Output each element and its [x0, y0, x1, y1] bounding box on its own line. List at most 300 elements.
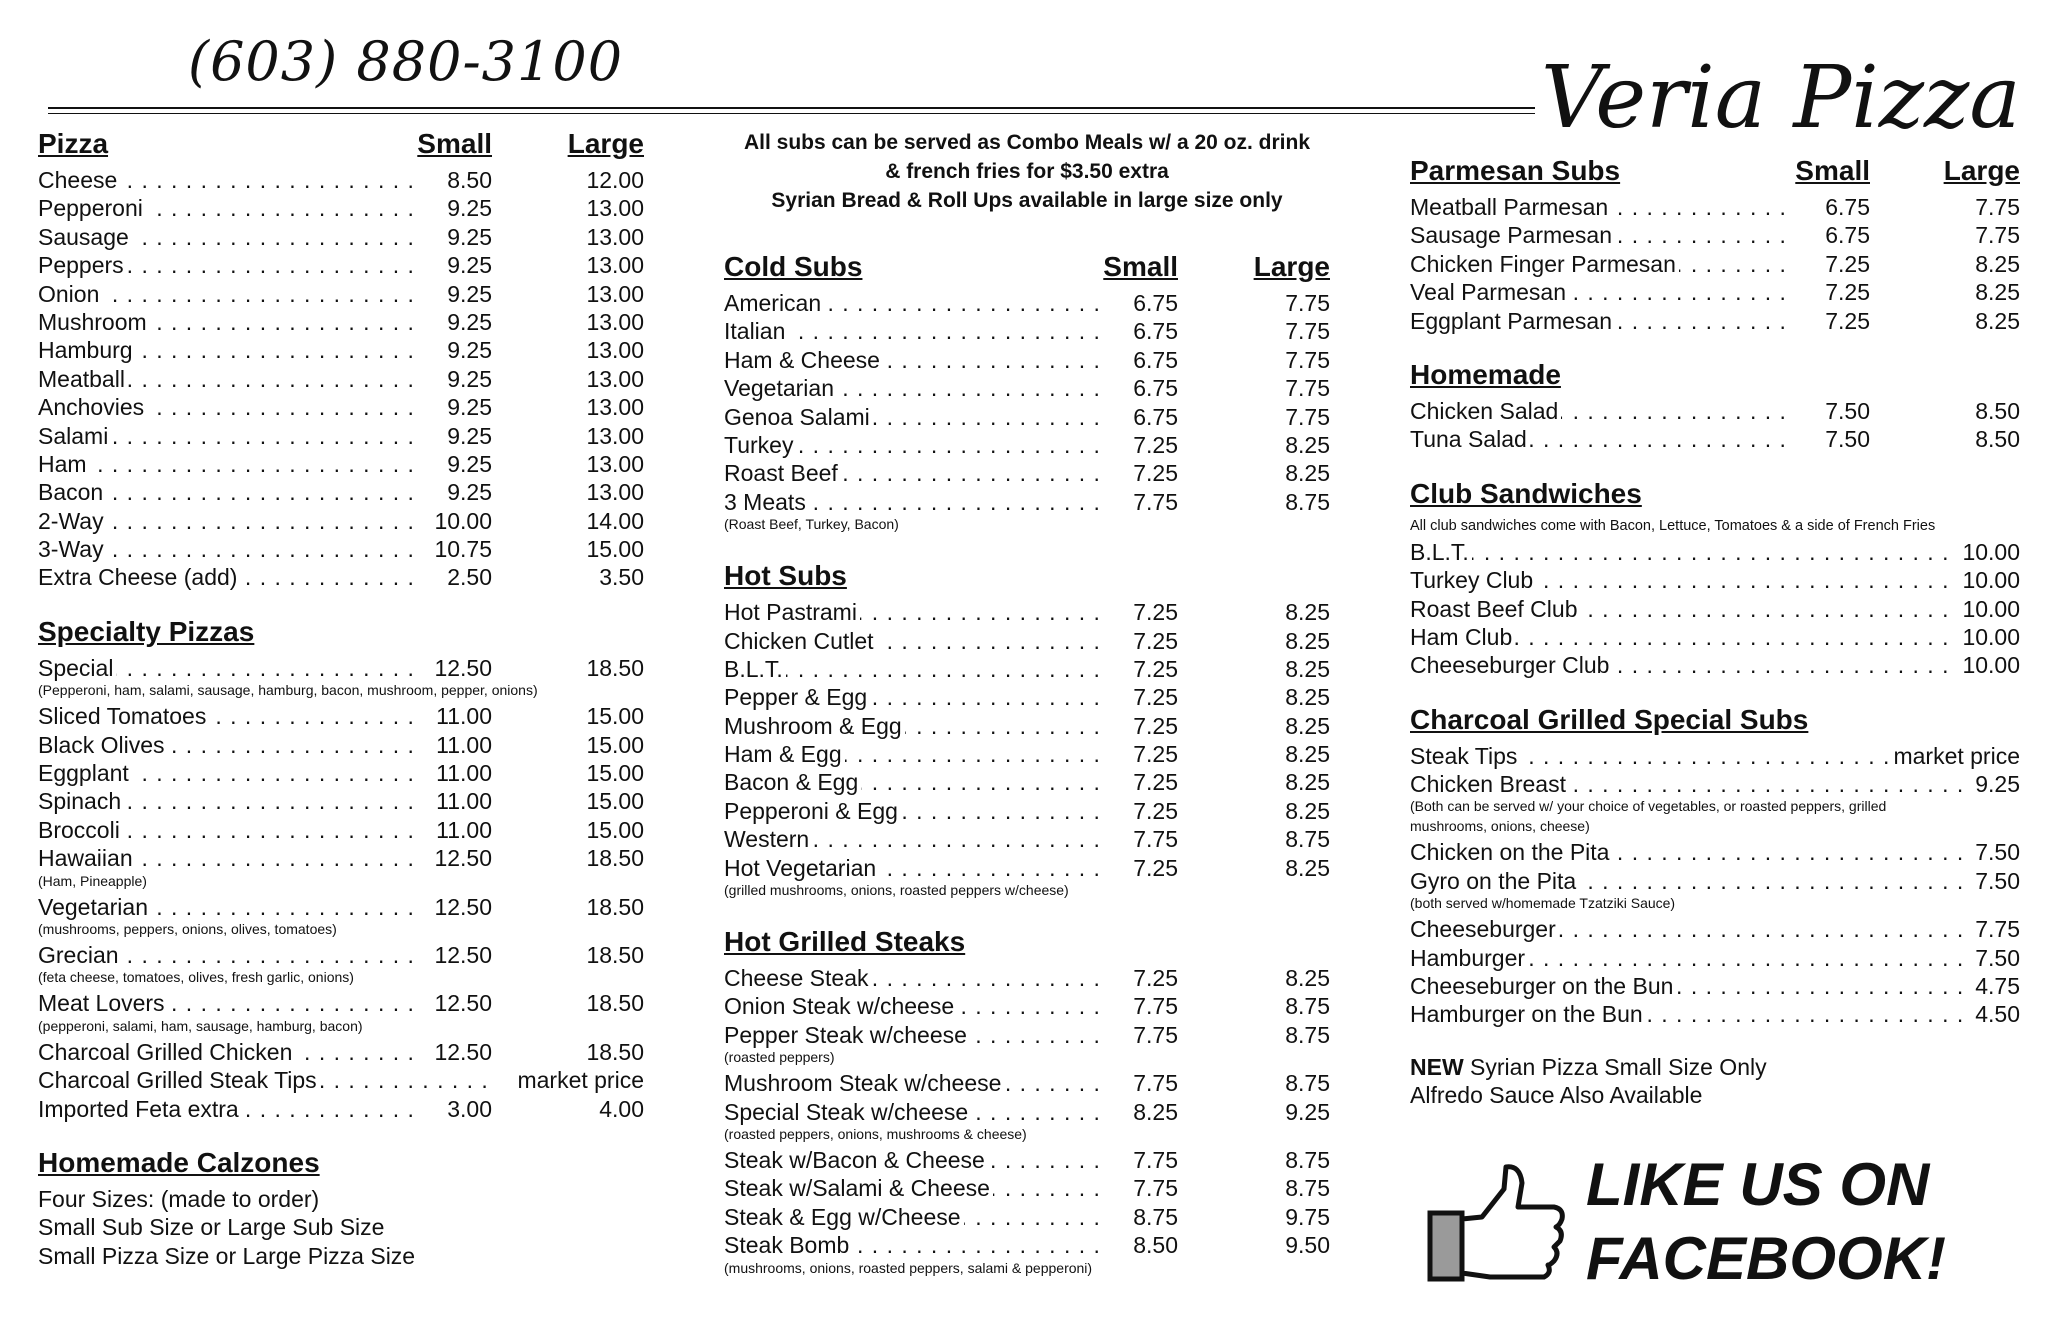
menu-item-row	[38, 563, 644, 591]
item-note: (mushrooms, peppers, onions, olives, tomatoes)	[38, 920, 337, 937]
specialty-list	[38, 654, 644, 1123]
item-price-small: 9.25	[447, 337, 492, 364]
item-name-text: Cheese	[38, 167, 120, 193]
item-name	[724, 655, 1103, 683]
homemade-list	[1410, 397, 2020, 454]
item-name	[1410, 221, 1795, 249]
item-name	[38, 393, 417, 421]
item-name	[724, 768, 1103, 796]
item-name-text: Cheese Steak	[724, 965, 871, 991]
pizza-section	[38, 128, 644, 592]
item-name	[724, 712, 1103, 740]
item-price: 7.50	[1975, 944, 2020, 971]
small-header: Small	[417, 128, 492, 159]
item-price-large: 9.25	[1285, 1098, 1330, 1125]
item-price-large: 8.25	[1285, 769, 1330, 796]
menu-item-row	[38, 1066, 644, 1094]
item-note: (Pepperoni, ham, salami, sausage, hamburg, bacon, mushroom, pepper, onions)	[38, 682, 538, 699]
item-name-text: Hamburger	[1410, 945, 1528, 971]
item-price-small: 7.50	[1825, 397, 1870, 424]
menu-item-row	[38, 989, 644, 1017]
item-price-small: 7.25	[1825, 279, 1870, 306]
large-header: Large	[1943, 155, 2020, 186]
item-name	[724, 1098, 1103, 1126]
item-name-text: Black Olives	[38, 732, 168, 758]
menu-column-3	[1410, 155, 2020, 1134]
item-name-text: Meatball Parmesan	[1410, 194, 1611, 220]
item-note: (roasted peppers)	[724, 1049, 835, 1066]
item-name-text: Chicken Finger Parmesan	[1410, 251, 1679, 277]
menu-item-row	[38, 365, 644, 393]
item-price-large: 8.50	[1975, 426, 2020, 453]
item-price-large: 8.25	[1285, 627, 1330, 654]
item-name-text: Pepperoni	[38, 195, 146, 221]
item-name-text: Bacon	[38, 479, 106, 505]
item-name-text: Chicken Breast	[1410, 771, 1569, 797]
item-price: 4.75	[1975, 973, 2020, 1000]
menu-column-1	[38, 128, 644, 1294]
item-name-text: B.L.T.	[1410, 539, 1472, 565]
item-name	[1410, 972, 1971, 1000]
item-name-text: Chicken on the Pita	[1410, 839, 1612, 865]
item-name	[1410, 742, 1889, 770]
section-title: Hot Subs	[724, 560, 847, 592]
item-name-text: Tuna Salad	[1410, 426, 1530, 452]
menu-item-row	[724, 346, 1330, 374]
item-name	[38, 251, 417, 279]
item-name-text: Steak Bomb	[724, 1232, 852, 1258]
item-name	[1410, 250, 1795, 278]
item-name-text: American	[724, 290, 824, 316]
item-price-small: 9.25	[447, 223, 492, 250]
item-note: (pepperoni, salami, ham, sausage, hamburg, bacon)	[38, 1017, 363, 1034]
item-note: (both served w/homemade Tzatziki Sauce)	[1410, 895, 1676, 912]
item-name	[724, 825, 1103, 853]
item-price-small: 6.75	[1133, 403, 1178, 430]
item-name	[38, 731, 417, 759]
item-price-large: 8.25	[1285, 965, 1330, 992]
item-note: (Roast Beef, Turkey, Bacon)	[724, 516, 899, 533]
item-name	[38, 1095, 417, 1123]
large-header: Large	[1253, 251, 1330, 282]
item-name	[38, 1066, 497, 1094]
item-price-small: 7.25	[1133, 741, 1178, 768]
item-price-large: 8.25	[1285, 431, 1330, 458]
item-price-large: 18.50	[586, 654, 644, 681]
item-name-text: Genoa Salami	[724, 404, 873, 430]
item-price-large: 8.25	[1285, 599, 1330, 626]
menu-item-row	[1410, 193, 2020, 221]
item-name	[38, 759, 417, 787]
parmesan-subs-section	[1410, 155, 2020, 335]
menu-column-2	[724, 128, 1330, 1304]
calzone-line: Four Sizes: (made to order)	[38, 1185, 320, 1212]
item-note: (grilled mushrooms, onions, roasted peppers w/cheese)	[724, 882, 1069, 899]
menu-item-row	[1410, 742, 2020, 770]
item-price-small: 12.50	[434, 845, 492, 872]
menu-item-row	[38, 251, 644, 279]
item-price-small: 9.25	[447, 280, 492, 307]
item-price-small: 11.00	[436, 788, 492, 815]
item-price-large: 8.75	[1285, 1070, 1330, 1097]
item-name	[38, 194, 417, 222]
item-price-small: 11.00	[436, 703, 492, 730]
item-name-text: Vegetarian	[724, 375, 837, 401]
item-price-large: 8.25	[1285, 854, 1330, 881]
item-price-small: 7.75	[1133, 1175, 1178, 1202]
pizza-list	[38, 166, 644, 592]
item-name-text: Special	[38, 655, 116, 681]
item-name	[724, 346, 1103, 374]
item-price: 7.75	[1975, 916, 2020, 943]
item-price: 10.00	[1962, 538, 2020, 565]
menu-item-row	[38, 393, 644, 421]
menu-item-row	[724, 459, 1330, 487]
item-name	[38, 1038, 417, 1066]
item-price-small: 9.25	[447, 450, 492, 477]
item-name	[724, 1231, 1103, 1259]
item-price-large: 18.50	[586, 990, 644, 1017]
item-name-text: 3 Meats	[724, 489, 809, 515]
item-name	[1410, 623, 1958, 651]
item-name-text: Cheeseburger	[1410, 916, 1559, 942]
small-header: Small	[1795, 155, 1870, 186]
menu-item-row	[38, 1095, 644, 1123]
item-price-large: 8.25	[1285, 684, 1330, 711]
item-name-text: B.L.T.	[724, 656, 786, 682]
item-price-large: 15.00	[586, 816, 644, 843]
menu-item-row	[724, 374, 1330, 402]
item-name	[1410, 838, 1971, 866]
menu-item-row	[724, 488, 1330, 516]
item-name-text: Cheeseburger on the Bun	[1410, 973, 1676, 999]
menu-item-row	[38, 702, 644, 730]
item-price-small: 9.25	[447, 252, 492, 279]
facebook-text	[1586, 1148, 1946, 1296]
item-name-text: Charcoal Grilled Chicken	[38, 1039, 295, 1065]
large-header: Large	[567, 128, 644, 159]
item-name-text: Cheeseburger Club	[1410, 652, 1612, 678]
item-name-text: Mushroom & Egg	[724, 713, 905, 739]
item-price-small: 9.25	[447, 422, 492, 449]
item-name	[1410, 278, 1795, 306]
item-price-small: 6.75	[1133, 346, 1178, 373]
item-price-large: 15.00	[586, 731, 644, 758]
menu-item-row	[1410, 915, 2020, 943]
item-name	[38, 844, 417, 872]
item-name	[724, 740, 1103, 768]
menu-item-row	[38, 844, 644, 872]
item-name-text: Turkey	[724, 432, 796, 458]
item-name	[724, 431, 1103, 459]
menu-item-row	[38, 280, 644, 308]
item-price-large: 4.00	[599, 1095, 644, 1122]
item-price-small: 7.25	[1825, 250, 1870, 277]
item-name	[1410, 425, 1795, 453]
parmesan-list	[1410, 193, 2020, 335]
menu-item-row	[38, 422, 644, 450]
combo-notice	[724, 128, 1330, 215]
item-price-large: 18.50	[586, 1038, 644, 1065]
item-price-large: 15.00	[586, 536, 644, 563]
item-price-large: 9.75	[1285, 1203, 1330, 1230]
item-price-small: 10.75	[434, 536, 492, 563]
item-name-text: Roast Beef Club	[1410, 596, 1580, 622]
grilled-steaks-section	[724, 926, 1330, 1280]
item-name	[38, 507, 417, 535]
item-price-small: 9.25	[447, 394, 492, 421]
item-price-small: 6.75	[1133, 375, 1178, 402]
item-name-text: Chicken Cutlet	[724, 628, 877, 654]
item-name	[38, 450, 417, 478]
item-name-text: Onion Steak w/cheese	[724, 993, 957, 1019]
item-price-small: 7.75	[1133, 1146, 1178, 1173]
item-price-large: 8.25	[1975, 279, 2020, 306]
item-name-text: Spinach	[38, 788, 124, 814]
menu-item-row	[724, 598, 1330, 626]
menu-item-row	[38, 194, 644, 222]
item-price-small: 8.50	[447, 167, 492, 193]
item-price-large: 14.00	[586, 507, 644, 534]
item-price: 7.50	[1975, 867, 2020, 894]
item-price-large: 18.50	[586, 893, 644, 920]
item-price-large: 13.00	[586, 450, 644, 477]
menu-item-row	[38, 654, 644, 682]
item-name-text: 3-Way	[38, 536, 107, 562]
menu-item-row	[1410, 1000, 2020, 1028]
menu-item-row	[724, 317, 1330, 345]
item-name-text: Roast Beef	[724, 460, 841, 486]
menu-item-row	[38, 816, 644, 844]
item-name	[38, 654, 417, 682]
menu-item-row	[724, 854, 1330, 882]
item-name-text: Pepper & Egg	[724, 684, 870, 710]
item-price-small: 7.25	[1133, 684, 1178, 711]
item-name-text: Anchovies	[38, 394, 147, 420]
section-title: Charcoal Grilled Special Subs	[1410, 703, 1809, 735]
menu-item-row	[1410, 867, 2020, 895]
combo-line: Syrian Bread & Roll Ups available in large size only	[771, 189, 1283, 212]
item-name-text: Bacon & Egg	[724, 769, 861, 795]
item-name	[724, 317, 1103, 345]
item-price-large: 8.25	[1285, 797, 1330, 824]
item-name-text: Ham Club	[1410, 624, 1515, 650]
item-name-text: Onion	[38, 281, 102, 307]
thumbs-up-icon	[1426, 1161, 1568, 1283]
menu-item-row	[724, 1203, 1330, 1231]
item-price-large: 8.25	[1285, 741, 1330, 768]
item-name-text: Chicken Salad	[1410, 398, 1561, 424]
item-name-text: Meatball	[38, 366, 128, 392]
item-price-small: 7.25	[1133, 854, 1178, 881]
item-name	[38, 816, 417, 844]
menu-item-row	[38, 478, 644, 506]
club-note: All club sandwiches come with Bacon, Lettuce, Tomatoes & a side of French Fries	[1410, 517, 1936, 534]
item-name	[724, 1069, 1103, 1097]
item-name-text: Peppers	[38, 252, 127, 278]
extras-section	[1410, 1053, 2020, 1110]
item-price-small: 7.75	[1133, 488, 1178, 515]
cold-subs-list	[724, 289, 1330, 536]
menu-item-row	[38, 1038, 644, 1066]
item-price-small: 12.50	[434, 1038, 492, 1065]
item-name	[1410, 566, 1958, 594]
item-name-text: Extra Cheese (add)	[38, 564, 240, 590]
item-name-text: Hawaiian	[38, 845, 136, 871]
menu-item-row	[1410, 944, 2020, 972]
item-name-text: Steak & Egg w/Cheese	[724, 1204, 964, 1230]
item-name-text: Charcoal Grilled Steak Tips	[38, 1067, 320, 1093]
menu-item-row	[724, 1098, 1330, 1126]
item-price-large: 8.25	[1285, 655, 1330, 682]
menu-item-row	[1410, 595, 2020, 623]
item-name	[724, 1174, 1103, 1202]
item-name-text: Meat Lovers	[38, 990, 168, 1016]
facebook-promo[interactable]	[1426, 1148, 1946, 1296]
item-name-text: Sausage	[38, 224, 132, 250]
club-list	[1410, 538, 2020, 680]
item-price-small: 11.00	[436, 731, 492, 758]
item-name-text: Special Steak w/cheese	[724, 1099, 971, 1125]
item-price-small: 6.75	[1133, 318, 1178, 345]
item-name-text: Pepper Steak w/cheese	[724, 1022, 970, 1048]
item-name	[1410, 307, 1795, 335]
item-name-text: Gyro on the Pita	[1410, 868, 1579, 894]
menu-item-row	[38, 507, 644, 535]
item-name	[1410, 538, 1958, 566]
item-price-large: 8.25	[1975, 307, 2020, 334]
new-syrian-pizza: NEW Syrian Pizza Small Size Only	[1410, 1053, 1767, 1080]
menu-item-row	[1410, 566, 2020, 594]
item-name-text: Pepperoni & Egg	[724, 798, 901, 824]
menu-item-row	[1410, 538, 2020, 566]
item-name	[1410, 770, 1971, 798]
item-price-large: 3.50	[599, 564, 644, 591]
specialty-pizzas-section	[38, 616, 644, 1123]
steaks-list	[724, 964, 1330, 1280]
restaurant-logo: Veria Pizza	[1535, 48, 2027, 148]
item-price-large: 13.00	[586, 280, 644, 307]
item-price-small: 7.25	[1133, 965, 1178, 992]
item-price-small: 7.75	[1133, 826, 1178, 853]
item-name	[38, 223, 417, 251]
item-price-small: 11.00	[436, 760, 492, 787]
item-price-large: 7.75	[1285, 346, 1330, 373]
item-price-small: 10.00	[434, 507, 492, 534]
item-price-large: 13.00	[586, 365, 644, 392]
item-price-small: 7.25	[1133, 460, 1178, 487]
menu-item-row	[38, 535, 644, 563]
item-name	[724, 992, 1103, 1020]
item-price: 10.00	[1962, 567, 2020, 594]
item-price-large: 9.50	[1285, 1232, 1330, 1259]
item-name	[1410, 915, 1971, 943]
item-price-small: 8.75	[1133, 1203, 1178, 1230]
item-name	[38, 941, 417, 969]
menu-item-row	[38, 308, 644, 336]
item-name-text: Mushroom	[38, 309, 150, 335]
item-price-large: 13.00	[586, 252, 644, 279]
item-name-text: Steak Tips	[1410, 743, 1520, 769]
item-price-large: 15.00	[586, 703, 644, 730]
item-price-small: 9.25	[447, 195, 492, 222]
item-price-small: 12.50	[434, 990, 492, 1017]
item-price: 10.00	[1962, 595, 2020, 622]
item-name	[724, 488, 1103, 516]
item-price-small: 12.50	[434, 941, 492, 968]
item-price-large: 13.00	[586, 337, 644, 364]
item-name-text: Ham	[38, 451, 90, 477]
item-price-small: 6.75	[1133, 290, 1178, 316]
item-name	[724, 374, 1103, 402]
menu-item-row	[724, 1174, 1330, 1202]
item-name	[38, 989, 417, 1017]
item-price-large: 8.75	[1285, 993, 1330, 1020]
item-price-large: 7.75	[1975, 194, 2020, 220]
item-price-large: 8.75	[1285, 1175, 1330, 1202]
item-name-text: Eggplant	[38, 760, 132, 786]
item-price-small: 6.75	[1825, 222, 1870, 249]
item-price-small: 6.75	[1825, 194, 1870, 220]
menu-item-row	[724, 768, 1330, 796]
menu-item-row	[724, 1069, 1330, 1097]
item-note: (roasted peppers, onions, mushrooms & cheese)	[724, 1125, 1027, 1142]
item-price: 9.25	[1975, 771, 2020, 798]
menu-item-row	[724, 683, 1330, 711]
item-note: (feta cheese, tomatoes, olives, fresh garlic, onions)	[38, 969, 354, 986]
item-name	[38, 702, 417, 730]
item-price: 10.00	[1962, 652, 2020, 679]
item-name-text: Turkey Club	[1410, 567, 1536, 593]
item-price-small: 7.25	[1133, 769, 1178, 796]
item-price-small: 7.25	[1133, 627, 1178, 654]
item-name-text: Vegetarian	[38, 894, 151, 920]
item-price-small: 7.75	[1133, 993, 1178, 1020]
section-title: Parmesan Subs	[1410, 155, 1621, 186]
small-header: Small	[1103, 251, 1178, 282]
menu-item-row	[38, 336, 644, 364]
menu-item-row	[724, 1231, 1330, 1259]
item-name-text: Italian	[724, 318, 788, 344]
item-price-small: 8.25	[1133, 1098, 1178, 1125]
menu-item-row	[724, 712, 1330, 740]
calzones-section	[38, 1147, 644, 1270]
calzone-line: Small Sub Size or Large Sub Size	[38, 1214, 385, 1241]
section-title: Specialty Pizzas	[38, 615, 255, 647]
phone-number: (603) 880-3100	[188, 30, 624, 93]
item-name-text: Hot Vegetarian	[724, 855, 879, 881]
menu-item-row	[724, 992, 1330, 1020]
item-price-large: 15.00	[586, 760, 644, 787]
section-title: Club Sandwiches	[1410, 477, 1642, 509]
item-name	[724, 1146, 1103, 1174]
item-price-large: 18.50	[586, 941, 644, 968]
item-price-small: 7.75	[1133, 1021, 1178, 1048]
item-name-text: Grecian	[38, 942, 122, 968]
menu-item-row	[1410, 397, 2020, 425]
menu-item-row	[724, 403, 1330, 431]
item-price-large: 13.00	[586, 422, 644, 449]
item-name	[724, 797, 1103, 825]
item-price-large: 13.00	[586, 223, 644, 250]
item-price-large: 13.00	[586, 394, 644, 421]
item-name-text: Western	[724, 826, 812, 852]
item-price-large: 8.75	[1285, 1021, 1330, 1048]
homemade-section	[1410, 359, 2020, 454]
item-price-large: 8.75	[1285, 488, 1330, 515]
item-price-large: 8.75	[1285, 826, 1330, 853]
menu-item-row	[724, 627, 1330, 655]
